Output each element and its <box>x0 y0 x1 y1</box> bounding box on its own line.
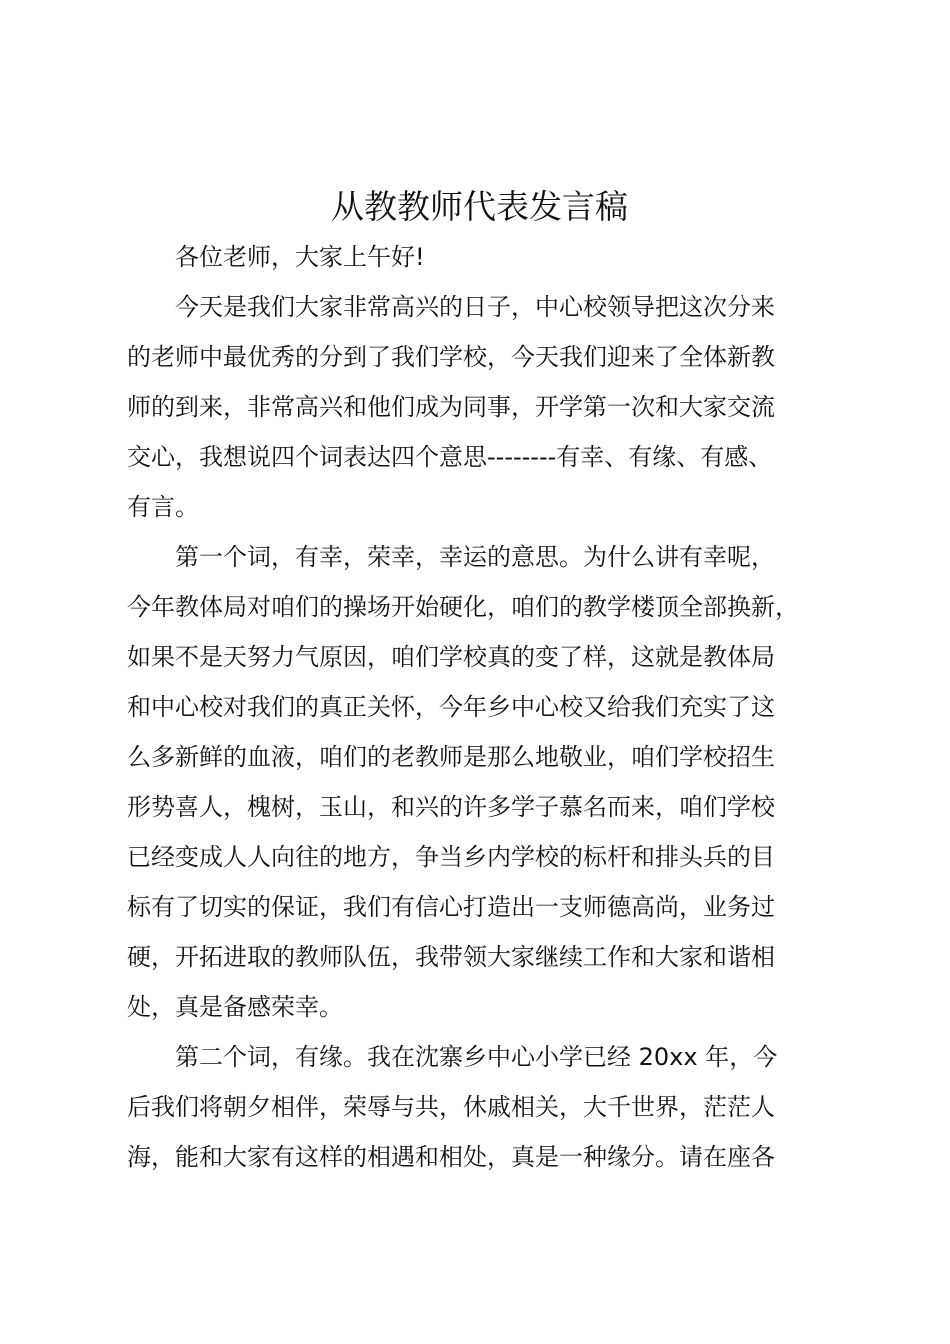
greeting-paragraph <box>127 232 832 282</box>
paragraph-line: 的老师中最优秀的分到了我们学校，今天我们迎来了全体新教 <box>127 343 775 371</box>
paragraph-line: 已经变成人人向往的地方，争当乡内学校的标杆和排头兵的目 <box>127 843 775 871</box>
paragraph-line: 有言。 <box>127 493 199 521</box>
paragraph-line: 海，能和大家有这样的相遇和相处，真是一种缘分。请在座各 <box>127 1143 775 1171</box>
paragraph-line: 今年教体局对咱们的操场开始硬化，咱们的教学楼顶全部换新， <box>127 593 799 621</box>
paragraph-line: 今天是我们大家非常高兴的日子，中心校领导把这次分来 <box>175 293 775 321</box>
paragraph-line: 形势喜人，槐树，玉山，和兴的许多学子慕名而来，咱们学校 <box>127 793 775 821</box>
document-body <box>127 182 832 1182</box>
paragraph-line: 标有了切实的保证，我们有信心打造出一支师德高尚，业务过 <box>127 893 775 921</box>
paragraph-line: 硬，开拓进取的教师队伍，我带领大家继续工作和大家和谐相 <box>127 943 775 971</box>
greeting-line: 各位老师，大家上午好! <box>175 243 425 271</box>
paragraph-line: 么多新鲜的血液，咱们的老教师是那么地敬业，咱们学校招生 <box>127 743 775 771</box>
paragraph-line: 和中心校对我们的真正关怀，今年乡中心校又给我们充实了这 <box>127 693 775 721</box>
paragraph-line: 第二个词，有缘。我在沈寨乡中心小学已经 20xx 年，今 <box>175 1043 778 1071</box>
paragraph-line: 处，真是备感荣幸。 <box>127 993 343 1021</box>
paragraph-1 <box>127 282 832 532</box>
paragraph-2 <box>127 532 832 1032</box>
paragraph-line: 第一个词，有幸，荣幸，幸运的意思。为什么讲有幸呢， <box>175 543 775 571</box>
paragraph-line: 交心，我想说四个词表达四个意思--------有幸、有缘、有感、 <box>127 443 773 471</box>
paragraph-line: 如果不是天努力气原因，咱们学校真的变了样，这就是教体局 <box>127 643 775 671</box>
paragraph-line: 后我们将朝夕相伴，荣辱与共，休戚相关，大千世界，茫茫人 <box>127 1093 775 1121</box>
paragraph-line: 师的到来，非常高兴和他们成为同事，开学第一次和大家交流 <box>127 393 775 421</box>
document-title: 从教教师代表发言稿 <box>331 187 628 226</box>
paragraph-3 <box>127 1032 832 1182</box>
